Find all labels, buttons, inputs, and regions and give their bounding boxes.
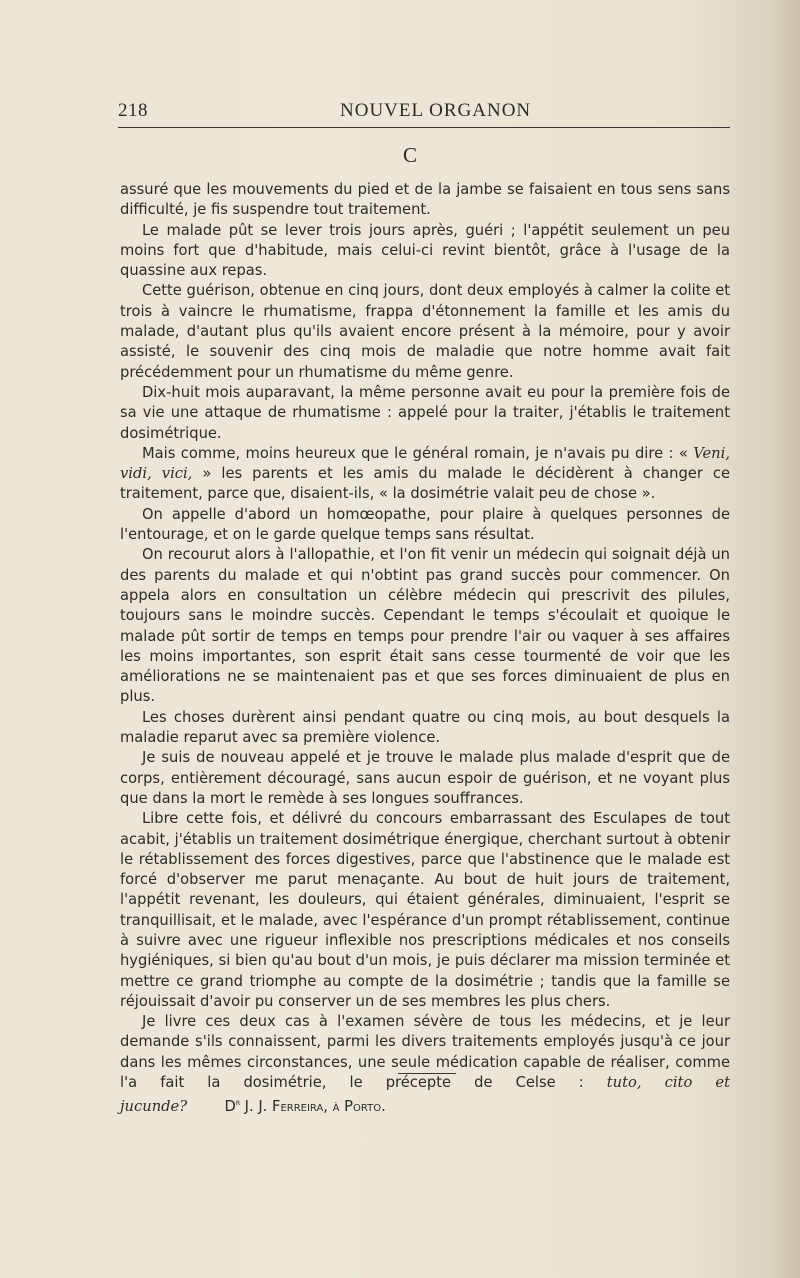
signature <box>225 1098 386 1115</box>
celse-precept: tuto, cito et jucunde? <box>120 1074 730 1116</box>
paragraph-4: Dix-huit mois auparavant, la même personne avait eu pour la première fois de sa vie une attaque de rhumatisme : appelé pour la traiter, j'établis le traitement dosimétrique. <box>120 383 730 442</box>
paragraph-1: assuré que les mouvements du pied et de la jambe se faisaient en tous sens sans difficulté, je fis suspendre tout traitement. <box>120 181 730 219</box>
paragraph-9: Je suis de nouveau appelé et je trouve le malade plus malade d'esprit que de corps, entièrement découragé, sans aucun espoir de guérison, et ne voyant plus que dans la mort le remède à ses longues souffrances. <box>120 749 730 807</box>
running-header <box>118 100 728 124</box>
paragraph-8: Les choses durèrent ainsi pendant quatre ou cinq mois, au bout desquels la maladie reparut avec sa première violence. <box>120 708 730 747</box>
page-number: 218 <box>118 100 148 121</box>
paragraph-6: On appelle d'abord un homœopathe, pour plaire à quelques personnes de l'entourage, et on le garde quelque temps sans résultat. <box>120 505 730 544</box>
paragraph-5 <box>120 444 730 505</box>
body-text <box>120 180 730 1118</box>
paragraph-10: Libre cette fois, et délivré du concours embarrassant des Esculapes de tout acabit, j'établis un traitement dosimétrique énergique, cherchant surtout à obtenir le rétablissement des forces digestives, parce que l'abstinence que le malade est forcé d'observer me parut menaçante. Au bout de huit jours de traitement, l'appétit revenant, les douleurs, qui étaient générales, diminuaient, l'esprit se tranquillisait, et le malade, avec l'espérance d'un prompt rétablissement, continue à suivre avec une rigueur inflexible nos prescriptions médicales et nos conseils hygiéniques, si bien qu'au bout d'un mois, je puis déclarer ma mission terminée et mettre ce grand triomphe au compte de la dosimétrie ; tandis que la famille se réjouissait d'avoir pu conserver un de ses membres les plus chers. <box>120 810 730 1010</box>
end-rule <box>398 1073 456 1074</box>
signature-title-sup: r <box>235 1098 240 1109</box>
signature-name: J. J. Ferreira, à Porto. <box>239 1098 386 1116</box>
paragraph-5-before: Mais comme, moins heureux que le général romain, je n'avais pu dire : « <box>142 444 694 462</box>
paragraph-3: Cette guérison, obtenue en cinq jours, dont deux employés à calmer la colite et trois à vaincre le rhumatisme, frappa d'étonnement la famille et les amis du malade, d'autant plus qu'ils avaient encore présent à la mémoire, pour y avoir assisté, le souvenir des cinq mois de maladie que notre homme avait fait précédemment pour un rhumatisme du même genre. <box>120 282 730 381</box>
header-rule <box>118 127 730 128</box>
veni-vidi-vici: Veni, vidi, vici, <box>120 444 730 483</box>
paragraph-2: Le malade pût se lever trois jours après, guéri ; l'appétit seulement un peu moins fort que d'habitude, mais celui-ci revint bientôt, grâce à l'usage de la quassine aux repas. <box>120 221 730 280</box>
paragraph-5-after: » les parents et les amis du malade le décidèrent à changer ce traitement, parce que, disaient-ils, « la dosimétrie valait peu de chose ». <box>120 465 730 503</box>
paragraph-11-text: Je livre ces deux cas à l'examen sévère de tous les médecins, et je leur demande s'ils connaissent, parmi les divers traitements employés jusqu'à ce jour dans les mêmes circonstances, une seule médication capable de réaliser, comme l'a fait la dosimétrie, le précepte de Celse : <box>120 1013 730 1092</box>
section-letter: C <box>402 143 417 167</box>
paragraph-11 <box>120 1012 730 1117</box>
signature-title: D <box>224 1098 236 1116</box>
paragraph-7: On recourut alors à l'allopathie, et l'on fit venir un médecin qui soignait déjà un des parents du malade et qui n'obtint pas grand succès pour commencer. On appela alors en consultation un célèbre médecin qui prescrivit des pilules, toujours sans le moindre succès. Cependant le temps s'écoulait et quoique le malade pût sortir de temps en temps pour prendre l'air ou vaquer à ses affaires les moins importantes, son esprit était sans cesse tourmenté de voir que les améliorations ne se maintenaient pas et que ses forces diminuaient de plus en plus. <box>120 546 730 706</box>
running-title: NOUVEL ORGANON <box>340 100 532 121</box>
